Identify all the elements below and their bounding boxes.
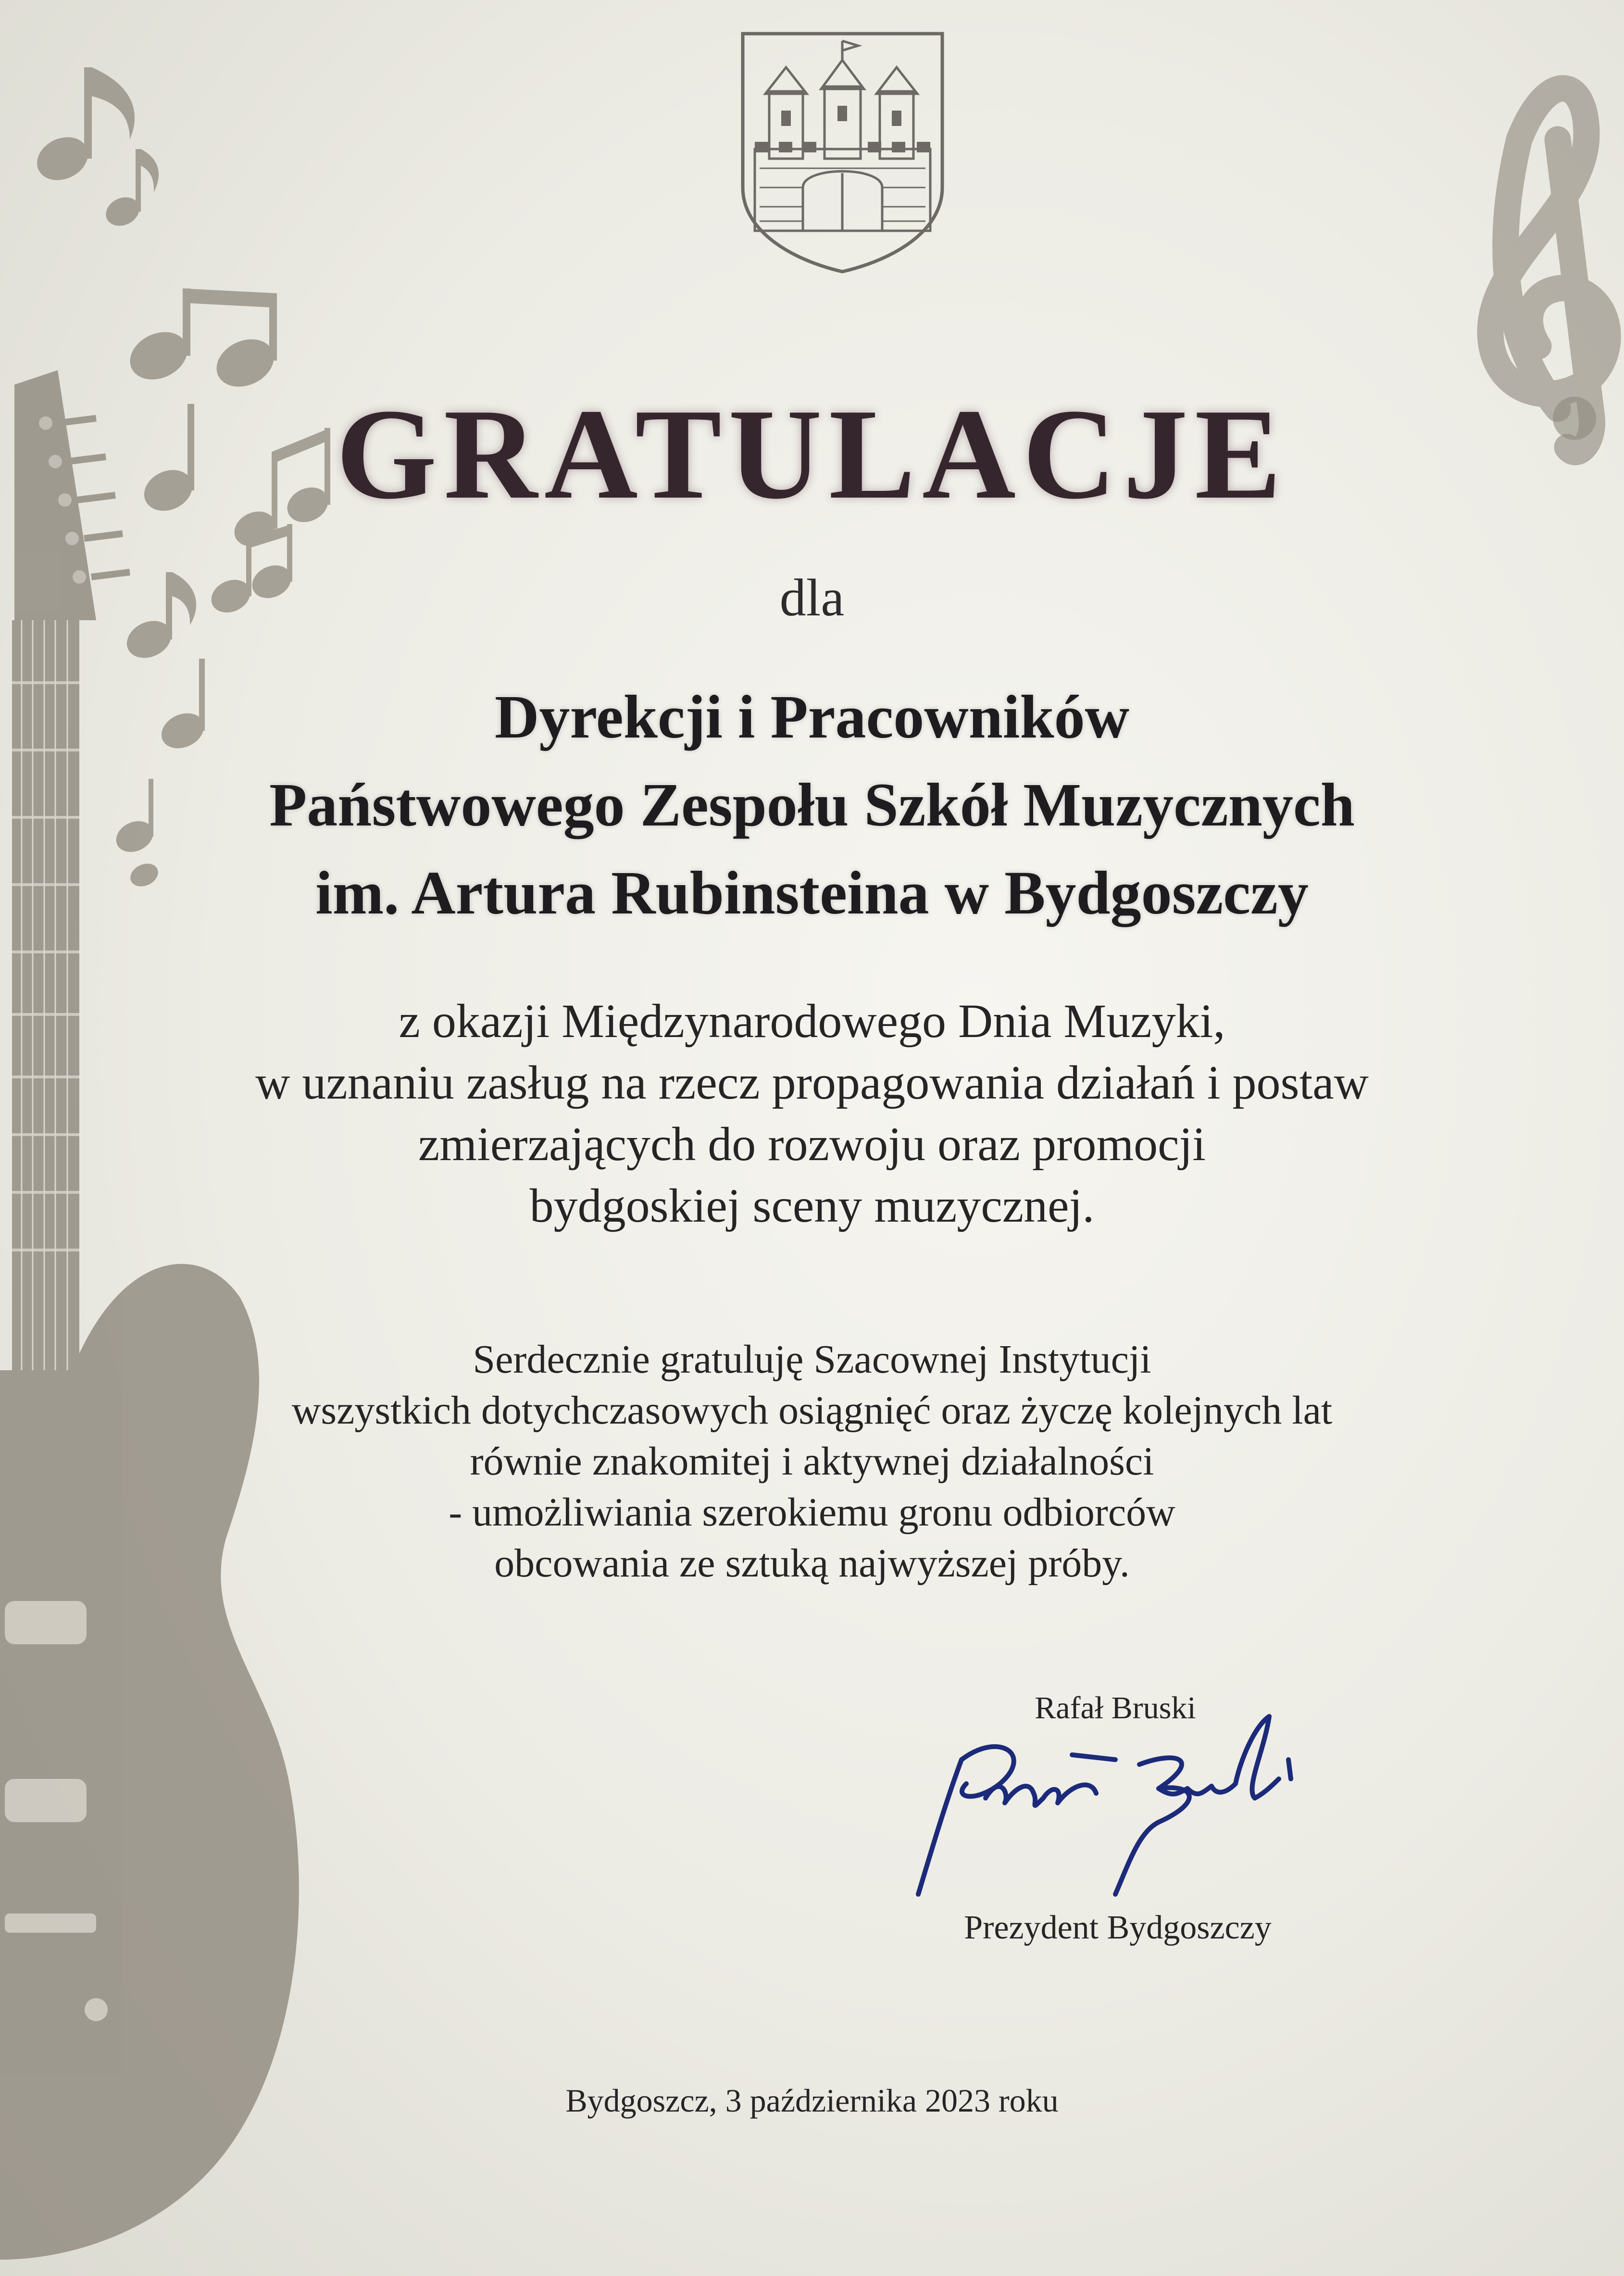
reason-line: w uznaniu zasług na rzecz propagowania działań i postaw <box>255 1056 1369 1109</box>
wishes-block <box>0 1334 1624 1589</box>
document-title: GRATULACJE <box>336 382 1288 526</box>
wishes-line: równie znakomitej i aktywnej działalności <box>470 1439 1154 1484</box>
reason-line: z okazji Międzynarodowego Dnia Muzyki, <box>399 994 1225 1048</box>
reason-line: zmierzających do rozwoju oraz promocji <box>418 1117 1206 1171</box>
reason-block <box>0 990 1624 1237</box>
wishes-line: wszystkich dotychczasowych osiągnięć oraz życzę kolejnych lat <box>291 1388 1333 1433</box>
wishes-line: Serdecznie gratuluję Szacownej Instytucji <box>473 1337 1151 1382</box>
recipient-line: im. Artura Rubinsteina w Bydgoszczy <box>315 859 1309 927</box>
handwritten-signature <box>889 1702 1322 1904</box>
reason-line: bydgoskiej sceny muzycznej. <box>529 1179 1095 1232</box>
preposition: dla <box>779 568 845 627</box>
recipient-line: Dyrekcji i Pracowników <box>494 683 1130 751</box>
wishes-line: - umożliwiania szerokiemu gronu odbiorców <box>449 1490 1175 1535</box>
place-and-date: Bydgoszcz, 3 października 2023 roku <box>565 2082 1059 2119</box>
signatory-title: Prezydent Bydgoszczy <box>964 1909 1272 1946</box>
city-coat-of-arms-icon <box>736 29 949 274</box>
recipient-block <box>0 673 1624 937</box>
signatory-name: Rafał Bruski <box>1035 1690 1196 1726</box>
recipient-line: Państwowego Zespołu Szkół Muzycznych <box>269 771 1355 839</box>
wishes-line: obcowania ze sztuką najwyższej próby. <box>494 1541 1130 1586</box>
